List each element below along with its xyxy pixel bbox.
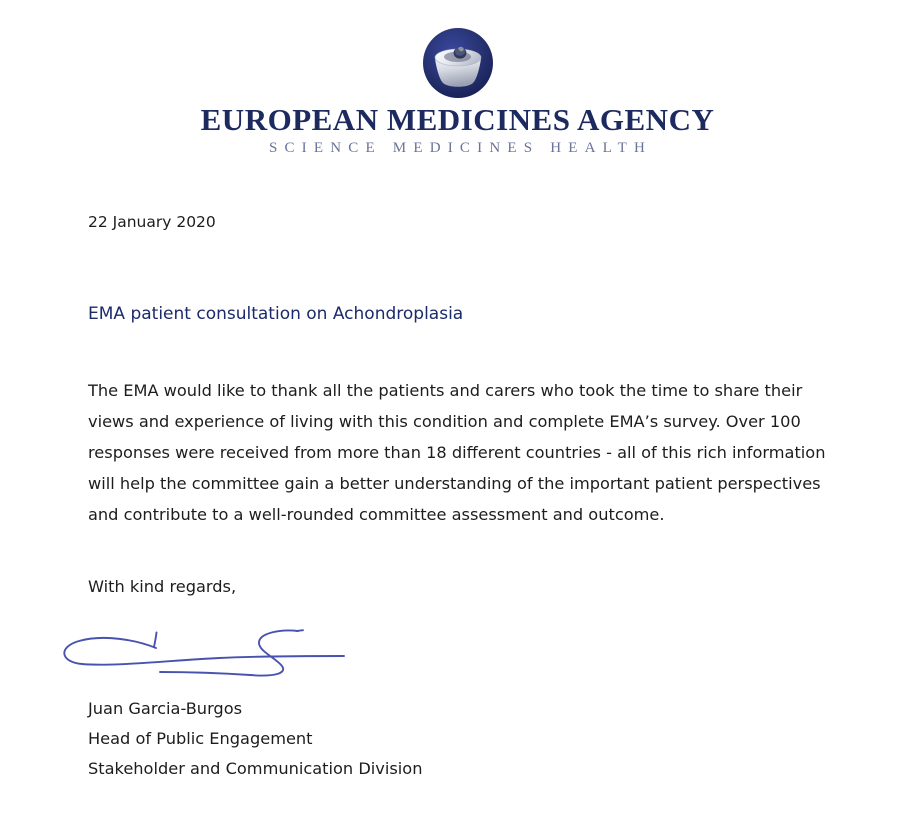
letterhead: [0, 0, 915, 156]
handwritten-signature-icon: [44, 604, 384, 688]
organisation-tagline: SCIENCE MEDICINES HEALTH: [268, 140, 653, 156]
signatory-title: Head of Public Engagement: [88, 728, 313, 748]
signatory-block: [88, 694, 855, 784]
signature-image: [44, 604, 384, 688]
letter-paragraph: The EMA would like to thank all the patients and carers who took the time to share their views and experience of living with this condition and complete EMA’s survey. Over 100 responses were received from more than 18 different countries - all of this rich information will help the committee gain a better understanding of the important patient perspectives and contribute to a well-rounded committee assessment and outcome.: [88, 380, 826, 524]
ema-mortar-and-pestle-logo-icon: [421, 26, 495, 100]
signatory-name: Juan Garcia-Burgos: [88, 698, 243, 718]
letter-date: 22 January 2020: [88, 213, 216, 231]
organisation-name: EUROPEAN MEDICINES AGENCY: [200, 102, 715, 137]
letter-closing: With kind regards,: [88, 576, 237, 596]
letter-body: [0, 213, 915, 784]
letter-subject: EMA patient consultation on Achondroplasia: [88, 303, 464, 324]
signatory-division: Stakeholder and Communication Division: [88, 758, 423, 778]
wordmark: [201, 104, 715, 156]
